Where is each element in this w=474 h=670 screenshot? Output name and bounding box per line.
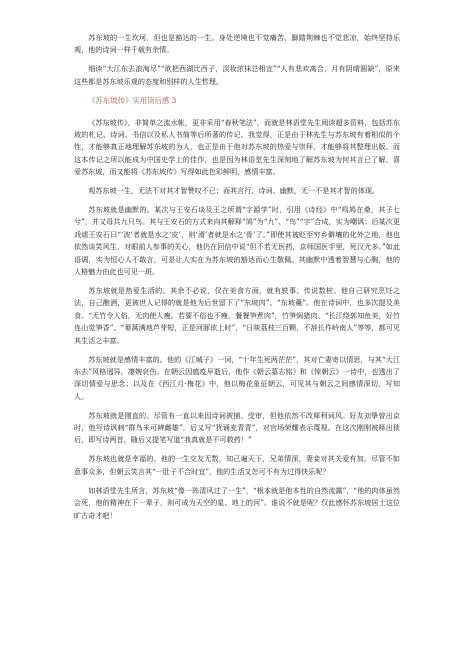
paragraph: 苏东坡的一生坎坷，但也是豁达的一生。身处逆境也不觉痛苦，脚踏荆棘也不觉悲凉，始终坚持乐观，他的诗词一样千载有余情。 [74,33,400,55]
paragraph: 《苏东坡传》，非简单之流水帐，更非采用“春秋笔法”，而就是林语堂先生阅读超多资料，包括苏东坡的札记、诗词、书信以及私人书简等后所著的传记。我觉得，正是由于林先生与苏东坡有着相似的个性，才能够真正地理解苏东坡的为人，也正是由于他对苏东坡的热爱与崇拜，才能够将其整理出版。而这本传记之所以能成为中国史学上的佳作，也是因为林语堂先生深刻地了解苏东坡为何其言已了解、喜爱苏东坡，而又能将《苏东坡传》写得如此色彩鲜明、感情丰富。 [74,117,400,177]
paragraph: 苏东坡就是热爱生活的。其余不必说，仅在美食方面，就有轶事、传说数桩。他自己研究烹饪之法，自己酿酒，更被世人记得的就是他为后世留下了“东坡肉”、“东坡羹”。他在诗词中，也多次提及美食。“无竹令人俗，无肉使人瘦。若要不俗也不瘦，餐餐笋煮肉”，竹笋焖猪肉、“长江绕郭知鱼美，好竹连山觉笋香”、“蒌蒿满地芦芽短，正是河豚欲上时”，“日啖荔枝三百颗，不辞长作岭南人”等等，都可见其生活之丰富。 [74,286,400,345]
paragraph: 苏东坡就是感情丰富的。他的《江城子》一词，“十年生死两茫茫”，其对亡妻寄以情思，与其“大江东去”风格迥异，凄婉哀伤。在朝云因瘟疫早逝后，他作《朝云墓志铭》和《悼朝云》一诗中，也透出了深切情爱与思念；以及在《西江月·梅花》中，他以梅花象征朝云，可见其与朝云之间感情深切，写知人。 [74,354,400,401]
body-section [74,117,400,522]
paragraph: 苏东坡就是刚直的。尽管有一直以来因诗词被捕、受审，但他依然不改犀利词风。好友刘挚曾出京时，他写诗讽刺“群鸟未可辨雌雄”，后又写“犹诵麦青青”，对官场荣耀表示蔑视。在这次刚刚被释出狱后，即写诗两首，随后又提笔写道“我真就是不可救药！” [74,410,400,445]
paragraph: 观苏东坡一生，无法不对其才智赞叹不已；而其言行、诗词、幽默，无一不是其才智的体现。 [88,186,380,196]
paragraph: 苏东坡也就是幸福的。他的一生交友无数，知己遍天下，兄弟情深，妻妾对其关爱有加。尽管不如意事众多，但朝云笑言其“一肚子不合时宜”，他的生活又怎可不有为过得快乐呢？ [74,454,400,476]
paragraph: 苏东坡就是幽默的。某次与王安石谈及王之所谓“字源学”时，引用《诗经》中“鸣鸠在桑，其子七兮”，并又母共九只鸟。其与王安石的方式来向其解释“鸠”为“九”、“鸟”“字”合成，实为嘲讽；后某次更戏谑王安石曰“‘波’者就是水之‘皮’，则‘滑’者就是水之‘骨’了。”即使其被贬至穷乡僻壤的化外之地，他也依然谈笑风生，对眼前人参事的关心，他仍在回信中说“但不若无医药，京师国医手里，死汉尤多。”如此语调，实为恒心人不敢言，可是让人实在为苏东坡的豁达而心生敬佩。其幽默中透着智慧与心胸，他的人格魅力由此也可见一斑。 [74,205,400,277]
paragraph: 如林语堂先生所言，苏东坡“像一阵清风过了一生”，“根本就是他本性的自然流露”，“他的肉体虽然会死，他的精神在下一辈子，则可成为天空的星、地上的河”。谁说不就是呢？仅此感怀苏东坡居士这位旷古奇才吧！ [74,485,400,520]
section-heading: 《苏东坡传》实用读后感 3 [88,95,177,105]
paragraph: 细读“大江东去浪淘尽”“欲把西湖比西子，淡妆浓抹总相宜”“人有悲欢离合，月有阴晴圆缺”，原来这些都是苏东坡乐观的态度和别样的人生哲理。 [74,64,400,86]
top-section [74,32,400,88]
